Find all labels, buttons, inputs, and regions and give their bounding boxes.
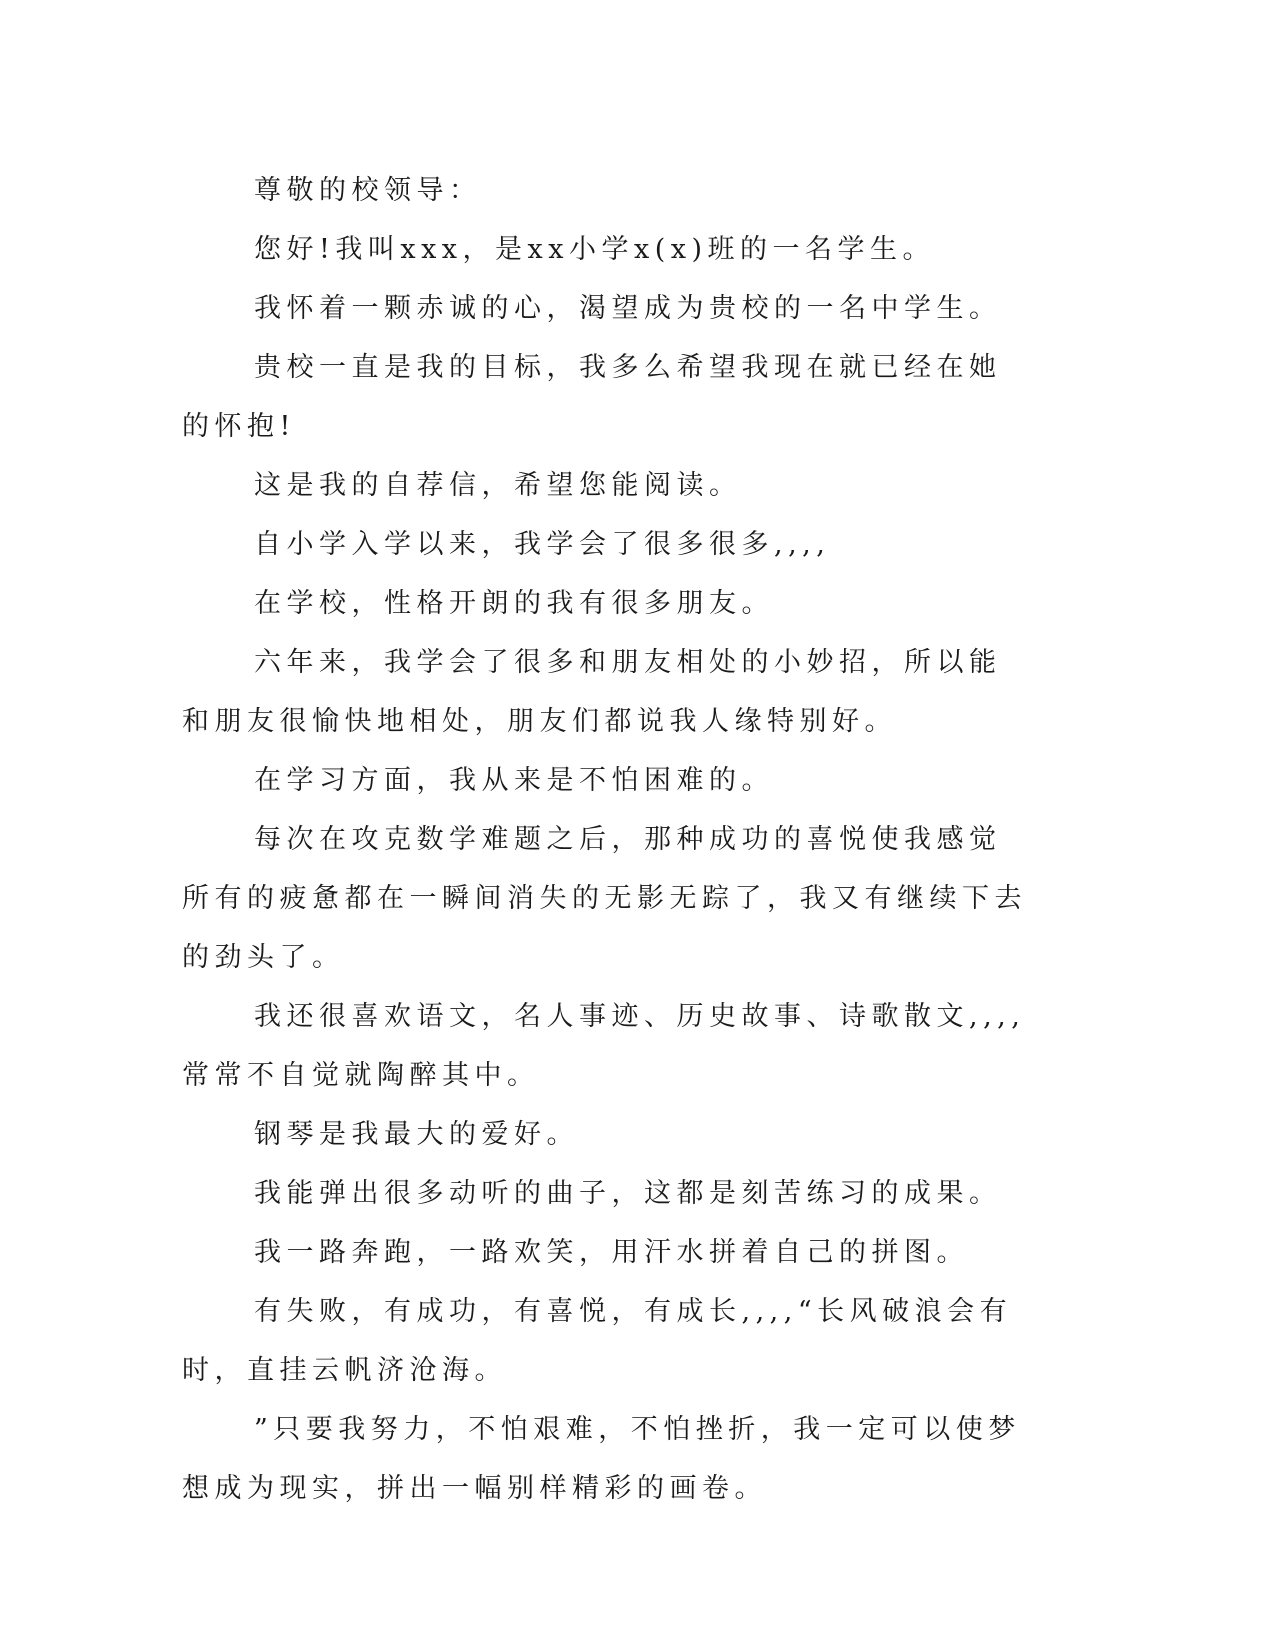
paragraph: 自小学入学以来，我学会了很多很多,,,, — [254, 529, 831, 560]
paragraph: 我能弹出很多动听的曲子，这都是刻苦练习的成果。 — [254, 1178, 1002, 1209]
paragraph: 六年来，我学会了很多和朋友相处的小妙招，所以能和朋友很愉快地相处，朋友们都说我人缘特别好。 — [182, 647, 1002, 737]
paragraph: 我还很喜欢语文，名人事迹、历史故事、诗歌散文,,,,常常不自觉就陶醉其中。 — [182, 1001, 1026, 1091]
paragraph: 我一路奔跑，一路欢笑，用汗水拼着自己的拼图。 — [254, 1237, 969, 1268]
letter-body — [182, 161, 1032, 1518]
paragraph: 有失败，有成功，有喜悦，有成长,,,,“长风破浪会有时，直挂云帆济沧海。 — [182, 1296, 1013, 1386]
paragraph: 在学校，性格开朗的我有很多朋友。 — [254, 588, 774, 619]
paragraph: 我怀着一颗赤诚的心，渴望成为贵校的一名中学生。 — [254, 293, 1002, 324]
paragraph: 贵校一直是我的目标，我多么希望我现在就已经在她的怀抱! — [182, 352, 1002, 442]
salutation: 尊敬的校领导： — [254, 175, 482, 206]
paragraph: 在学习方面，我从来是不怕困难的。 — [254, 765, 774, 796]
paragraph: 每次在攻克数学难题之后，那种成功的喜悦使我感觉所有的疲惫都在一瞬间消失的无影无踪了，我又有继续下去的劲头了。 — [182, 824, 1027, 973]
paragraph: 钢琴是我最大的爱好。 — [254, 1119, 579, 1150]
paragraph: ”只要我努力，不怕艰难，不怕挫折，我一定可以使梦想成为现实，拼出一幅别样精彩的画卷。 — [182, 1414, 1021, 1504]
paragraph: 您好!我叫xxx，是xx小学x(x)班的一名学生。 — [254, 234, 936, 265]
paragraph: 这是我的自荐信，希望您能阅读。 — [254, 470, 742, 501]
